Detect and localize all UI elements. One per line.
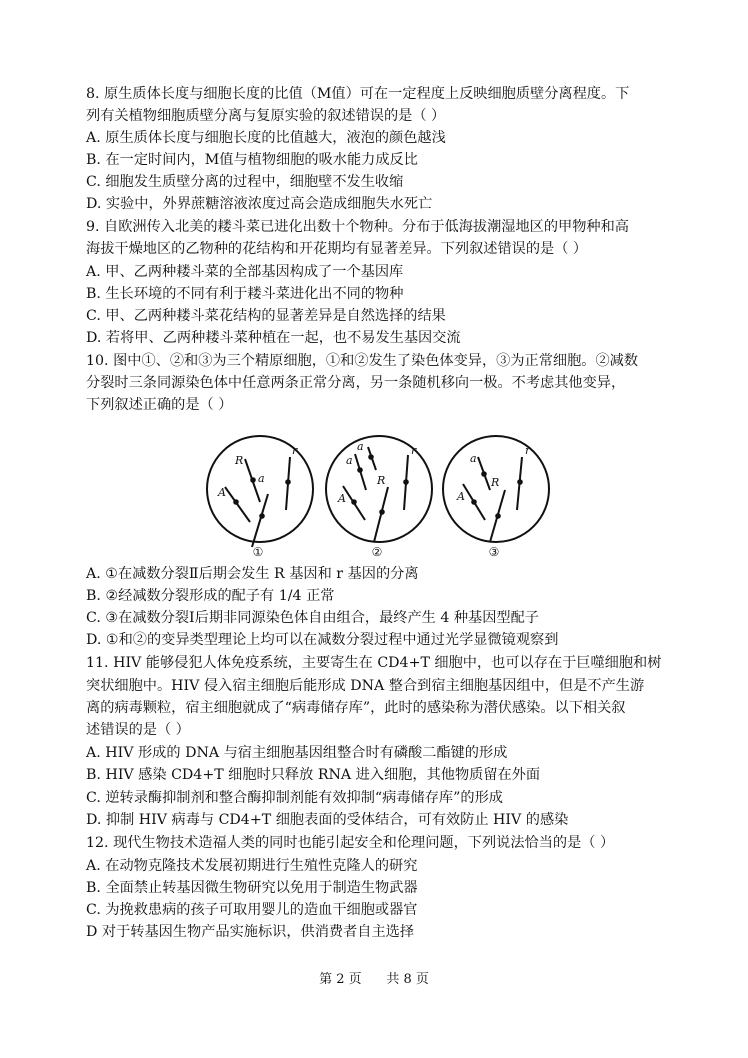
q8-stem-line-1: 8. 原生质体长度与细胞长度的比值（M值）可在一定程度上反映细胞质壁分离程度。下	[86, 86, 630, 102]
cell-2-label-R: R	[377, 474, 386, 487]
q10-option-a: A. ①在减数分裂Ⅱ后期会发生 R 基因和 r 基因的分离	[86, 566, 419, 582]
cell-3-label-A: A	[457, 490, 465, 503]
q11-stem-line-4: 述错误的是（ ）	[86, 722, 190, 738]
cell-2-label-a-2: a	[357, 440, 364, 453]
q8-option-c: C. 细胞发生质壁分离的过程中，细胞壁不发生收缩	[86, 174, 404, 190]
cell-3-label-R: R	[491, 476, 500, 489]
cell-3-label-r: r	[525, 444, 531, 457]
q11-option-c: C. 逆转录酶抑制剂和整合酶抑制剂能有效抑制“病毒储存库”的形成	[86, 790, 503, 806]
q12-option-d: D 对于转基因生物产品实施标识，供消费者自主选择	[86, 924, 415, 940]
cell-caption-2: ②	[371, 545, 383, 559]
cell-1-label-r: r	[292, 444, 298, 457]
q9-stem-line-1: 9. 自欧洲传入北美的耧斗菜已进化出数十个物种。分布于低海拔潮湿地区的甲物种和高	[86, 219, 629, 235]
q10-stem-line-2: 分裂时三条同源染色体中任意两条正常分离，另一条随机移向一极。不考虑其他变异，	[86, 375, 626, 391]
cell-2-label-r: r	[411, 444, 417, 457]
q12-option-c: C. 为挽救患病的孩子可取用婴儿的造血干细胞或器官	[86, 902, 418, 918]
cell-1-label-R: R	[235, 454, 244, 467]
q11-option-b: B. HIV 感染 CD4+T 细胞时只释放 RNA 进入细胞，其他物质留在外面	[86, 767, 541, 783]
cell-1-chromosome-A	[225, 487, 250, 522]
q10-option-b: B. ②经减数分裂形成的配子有 1/4 正常	[86, 588, 335, 604]
cell-1-label-A: A	[218, 486, 226, 499]
q9-stem-line-2: 海拔干燥地区的乙物种的花结构和开花期均有显著差异。下列叙述错误的是（ ）	[86, 241, 588, 257]
cell-3-outline	[443, 436, 549, 542]
cell-3-label-a: a	[470, 452, 477, 465]
cell-1-label-a: a	[258, 472, 265, 485]
q9-option-b: B. 生长环境的不同有利于耧斗菜进化出不同的物种	[86, 286, 404, 302]
q8-stem-line-2: 列有关植物细胞质壁分离与复原实验的叙述错误的是（ ）	[86, 108, 446, 124]
q8-option-a: A. 原生质体长度与细胞长度的比值越大，液泡的颜色越浅	[86, 130, 446, 146]
q10-option-d: D. ①和②的变异类型理论上均可以在减数分裂过程中通过光学显微镜观察到	[86, 632, 559, 648]
q8-option-b: B. 在一定时间内，M值与植物细胞的吸水能力成反比	[86, 152, 418, 168]
q9-option-a: A. 甲、乙两种耧斗菜的全部基因构成了一个基因库	[86, 264, 404, 280]
q10-stem-line-1: 10. 图中①、②和③为三个精原细胞，①和②发生了染色体变异，③为正常细胞。②减数	[86, 353, 639, 369]
q10-option-c: C. ③在减数分裂Ⅰ后期非同源染色体自由组合，最终产生 4 种基因型配子	[86, 610, 539, 626]
q11-option-a: A. HIV 形成的 DNA 与宿主细胞基因组整合时有磷酸二酯键的形成	[86, 745, 508, 761]
page-number-footer: 第 2 页 共 8 页	[319, 972, 429, 987]
q10-stem-line-3: 下列叙述正确的是（ ）	[86, 397, 233, 413]
q11-stem-line-1: 11. HIV 能够侵犯人体免疫系统，主要寄生在 CD4+T 细胞中，也可以存在于巨噬细胞和树	[86, 655, 662, 671]
spermatogonia-figure	[200, 432, 560, 562]
q9-option-c: C. 甲、乙两种耧斗菜花结构的显著差异是自然选择的结果	[86, 308, 446, 324]
cell-2-label-A: A	[338, 492, 346, 505]
q12-option-b: B. 全面禁止转基因微生物研究以免用于制造生物武器	[86, 880, 418, 896]
cell-caption-1: ①	[252, 545, 264, 559]
q11-option-d: D. 抑制 HIV 病毒与 CD4+T 细胞表面的受体结合，可有效防止 HIV 的感染	[86, 812, 569, 828]
q11-stem-line-2: 突状细胞中。HIV 侵入宿主细胞后能形成 DNA 整合到宿主细胞基因组中，但是不产生游	[86, 678, 645, 694]
q11-stem-line-3: 离的病毒颗粒，宿主细胞就成了“病毒储存库”，此时的感染称为潜伏感染。以下相关叙	[86, 700, 626, 716]
q9-option-d: D. 若将甲、乙两种耧斗菜种植在一起，也不易发生基因交流	[86, 330, 461, 346]
q12-option-a: A. 在动物克隆技术发展初期进行生殖性克隆人的研究	[86, 858, 418, 874]
cell-2-label-a-1: a	[346, 454, 353, 467]
q8-option-d: D. 实验中，外界蔗糖溶液浓度过高会造成细胞失水死亡	[86, 196, 433, 212]
cell-caption-3: ③	[488, 545, 500, 559]
q12-stem-line-1: 12. 现代生物技术造福人类的同时也能引起安全和伦理问题，下列说法恰当的是（ ）	[86, 835, 615, 851]
